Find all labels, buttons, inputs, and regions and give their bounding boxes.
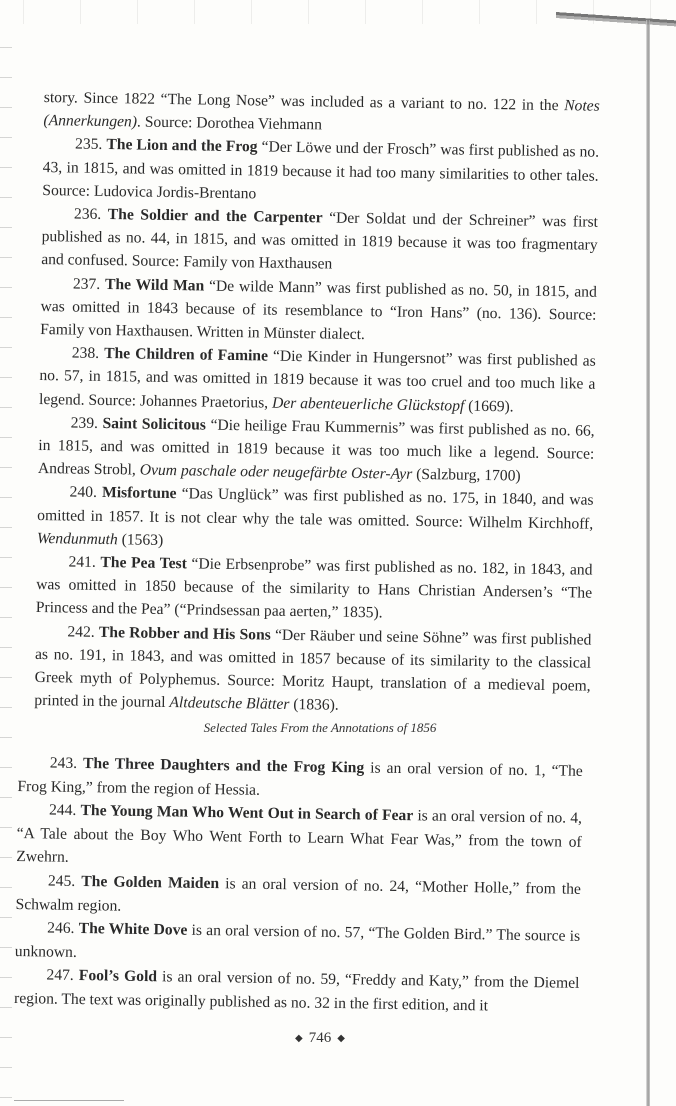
entries-list-1856: [14, 751, 583, 1019]
body-text: “De wilde Mann” was first published as no. 50, in 1815, and was omitted in 1843 because of its resemblance to “Iron Hans” (no. 136). Source: Family von Haxthausen. Written in Münster dialect.: [40, 277, 597, 344]
body-text: (1669).: [464, 397, 514, 416]
body-text: “Der Soldat und der Schreiner” was first published as no. 44, in 1815, and was omitted in 1819 because it was too fragmentary and confused. Source: Family von Haxthausen: [41, 209, 599, 273]
entry-number: 245.: [47, 872, 82, 890]
body-text: is an oral version of no. 1, “The Frog King,” from the region of Hessia.: [17, 759, 583, 799]
entry-number: 244.: [48, 801, 81, 820]
body-text: . Source: Dorothea Viehmann: [136, 113, 323, 134]
tale-entry: [41, 202, 598, 280]
body-text: is an oral version of no. 57, “The Golden Bird.” The source is unknown.: [14, 921, 581, 961]
ornament-right-icon: ◆: [337, 1033, 345, 1045]
italic-citation: Notes: [564, 97, 600, 115]
entry-number: 246.: [47, 919, 79, 938]
tale-entry: [39, 341, 596, 419]
italic-citation: (Annerkungen): [43, 112, 138, 131]
tale-entry: [14, 963, 580, 1019]
entry-title: The Soldier and the Carpenter: [107, 206, 323, 227]
entry-number: 237.: [72, 275, 106, 293]
body-text: “Die heilige Frau Kummernis” was first published as no. 66, in 1815, and was omitted in 1819 because it was too much like a legend. Source: Andreas Strobl,: [37, 416, 595, 479]
body-text: (1563): [117, 531, 164, 549]
entry-title: The Three Daughters and the Frog King: [82, 755, 365, 777]
entry-number: 235.: [74, 135, 107, 154]
entry-number: 241.: [68, 553, 101, 572]
entry-title: The Children of Famine: [103, 345, 269, 365]
tale-entry: [16, 798, 582, 878]
entry-number: 240.: [69, 483, 103, 502]
body-text: (Salzburg, 1700): [412, 466, 521, 485]
entry-title: The Pea Test: [100, 554, 187, 573]
body-text: “Das Unglück” was first published as no. 175, in 1840, and was omitted in 1857. It is not clear why the tale was omitted. Source: Wilhelm Kirchhoff,: [37, 485, 594, 533]
tale-entry: [37, 480, 594, 558]
section-heading: Selected Tales From the Annotations of 1856: [203, 720, 437, 735]
page-edge-marks: [0, 20, 12, 1100]
body-text: “Die Kinder in Hungersnot” was first published as no. 57, in 1815, and was omitted in 1819 because it was too cruel and too much like a legend. Source: Johannes Praetorius,: [38, 347, 596, 412]
entry-number: 247.: [46, 966, 80, 985]
body-text: is an oral version of no. 24, “Mother Holle,” from the Schwalm region.: [15, 875, 582, 915]
page-number: 746: [308, 1030, 332, 1046]
page-footer: [250, 1030, 390, 1047]
body-text: “Die Erbsenprobe” was first published as no. 182, in 1843, and was omitted in 1850 because of the similarity to Hans Christian Andersen’s “The Princess and the Pea” (“Prindsessan paa aerten,” 1835).: [35, 555, 593, 622]
italic-citation: Der abenteuerliche Glückstopf: [271, 394, 465, 415]
entry-title: The Wild Man: [104, 275, 205, 295]
italic-citation: Wendunmuth: [36, 529, 118, 549]
entry-number: 239.: [70, 414, 103, 432]
scan-bottom-mark: [14, 1100, 124, 1101]
italic-citation: Altdeutsche Blätter: [169, 694, 290, 714]
entries-list-1815: [34, 132, 599, 721]
body-text: is an oral version of no. 4, “A Tale about the Boy Who Went Forth to Learn What Fear Was,” from the town of Zwehrn.: [16, 807, 583, 867]
entry-number: 236.: [73, 205, 108, 224]
entry-title: Fool’s Gold: [78, 967, 158, 986]
entry-number: 243.: [49, 754, 84, 773]
tale-entry: [38, 411, 595, 489]
tale-entry: [34, 620, 591, 722]
italic-citation: Ovum paschale oder neugefärbte Oster-Ayr: [139, 461, 413, 484]
entry-title: The Robber and His Sons: [98, 623, 271, 644]
body-text: (1836).: [289, 696, 339, 714]
entry-title: The Golden Maiden: [81, 872, 220, 893]
body-text: “Der Räuber und seine Söhne” was first published as no. 191, in 1843, and was omitted in 1857 because of its similarity to the classical Greek myth of Polyphemus. Source: Moritz Haupt, translation of a medieval poem, printed in the journal: [34, 626, 592, 712]
ornament-left-icon: ◆: [295, 1033, 303, 1045]
entry-title: The Lion and the Frog: [106, 136, 258, 156]
body-text: “Der Löwe und der Frosch” was first published as no. 43, in 1815, and was omitted in 1819 because it had too many similarities to other tales. Source: Ludovica Jordis-Brentano: [42, 138, 600, 203]
entries-1815-block: [34, 86, 600, 721]
book-spine-shadow: [646, 20, 650, 1106]
body-text: is an oral version of no. 59, “Freddy and Katy,” from the Diemel region. The text was originally published as no. 32 in the first edition, and it: [13, 968, 580, 1015]
entry-number: 242.: [67, 623, 100, 641]
body-text: story. Since 1822 “The Long Nose” was included as a variant to no. 122 in the: [43, 88, 565, 115]
entry-title: The White Dove: [78, 920, 188, 939]
tale-entry: [40, 272, 597, 350]
tale-entry: [36, 550, 593, 628]
entry-number: 238.: [71, 344, 105, 363]
entry-title: The Young Man Who Went Out in Search of Fear: [80, 802, 414, 825]
entry-title: Misfortune: [101, 484, 177, 503]
tale-entry: [42, 132, 599, 210]
entry-title: Saint Solicitous: [102, 414, 207, 434]
